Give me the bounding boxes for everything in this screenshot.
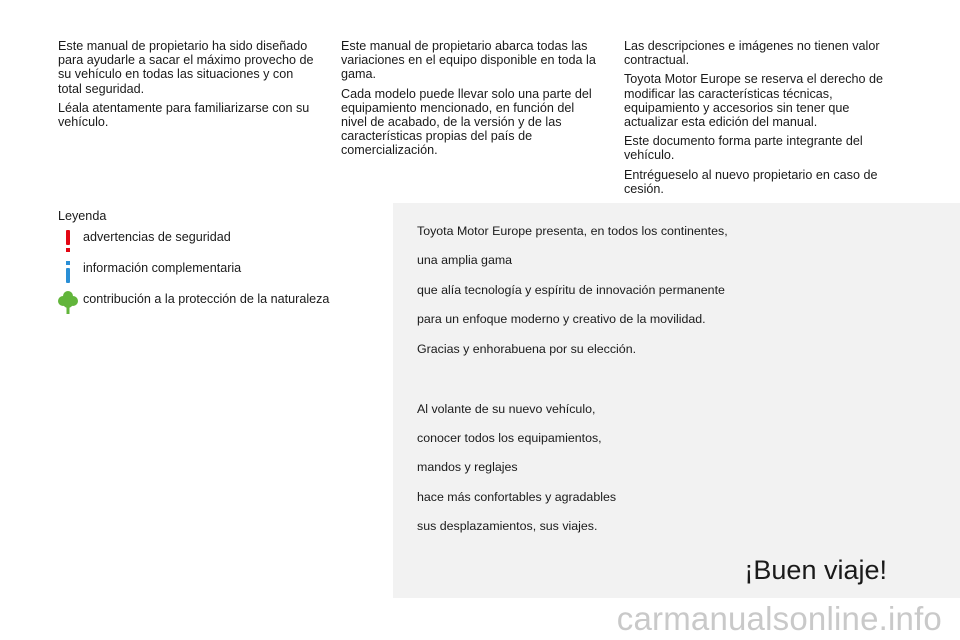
legend-item-safety — [58, 228, 358, 259]
intro-column-3 — [624, 39, 886, 201]
welcome-line: Gracias y enhorabuena por su elección. — [417, 342, 637, 356]
intro-paragraph: Entrégueselo al nuevo propietario en caso de cesión. — [624, 167, 878, 196]
legend-label: información complementaria — [83, 261, 242, 275]
intro-paragraph: Este manual de propietario abarca todas las variaciones en el equipo disponible en toda la gama. — [341, 39, 596, 82]
welcome-line: una amplia gama — [417, 253, 513, 267]
welcome-line: hace más confortables y agradables — [417, 490, 617, 504]
welcome-line: que alía tecnología y espíritu de innovación permanente — [417, 283, 725, 297]
tree-icon — [58, 290, 78, 316]
legend-title: Leyenda — [58, 209, 107, 223]
welcome-line: para un enfoque moderno y creativo de la movilidad. — [417, 312, 706, 326]
legend — [58, 209, 358, 321]
intro-paragraph: Las descripciones e imágenes no tienen valor contractual. — [624, 39, 880, 68]
welcome-line: conocer todos los equipamientos, — [417, 431, 602, 445]
intro-paragraph: Cada modelo puede llevar solo una parte del equipamiento mencionado, en función del nivel de acabado, de la versión y de las características propias del país de comercialización. — [341, 86, 592, 158]
exclamation-icon — [58, 228, 78, 254]
farewell-heading: ¡Buen viaje! — [744, 555, 887, 585]
intro-paragraph: Toyota Motor Europe se reserva el derecho de modificar las características técnicas, equipamiento y accesorios sin tener que actualizar esta edición del manual. — [624, 72, 884, 130]
welcome-line: mandos y reglajes — [417, 460, 518, 474]
welcome-line: Al volante de su nuevo vehículo, — [417, 402, 596, 416]
welcome-line: Toyota Motor Europe presenta, en todos los continentes, — [417, 224, 728, 238]
intro-column-2 — [341, 39, 603, 163]
legend-item-info — [58, 259, 358, 290]
intro-paragraph: Este documento forma parte integrante del vehículo. — [624, 134, 863, 163]
legend-label: contribución a la protección de la naturaleza — [83, 292, 330, 306]
watermark: carmanualsonline.info — [616, 600, 942, 637]
intro-paragraph: Léala atentamente para familiarizarse con su vehículo. — [58, 100, 310, 130]
welcome-line: sus desplazamientos, sus viajes. — [417, 519, 598, 533]
intro-paragraph: Este manual de propietario ha sido diseñado para ayudarle a sacar el máximo provecho de su vehículo en todas las situaciones y con total seguridad. — [58, 39, 314, 96]
welcome-panel — [393, 203, 960, 598]
legend-label: advertencias de seguridad — [83, 230, 231, 244]
legend-item-nature — [58, 290, 358, 321]
info-icon — [58, 259, 78, 285]
intro-column-1 — [58, 39, 320, 134]
